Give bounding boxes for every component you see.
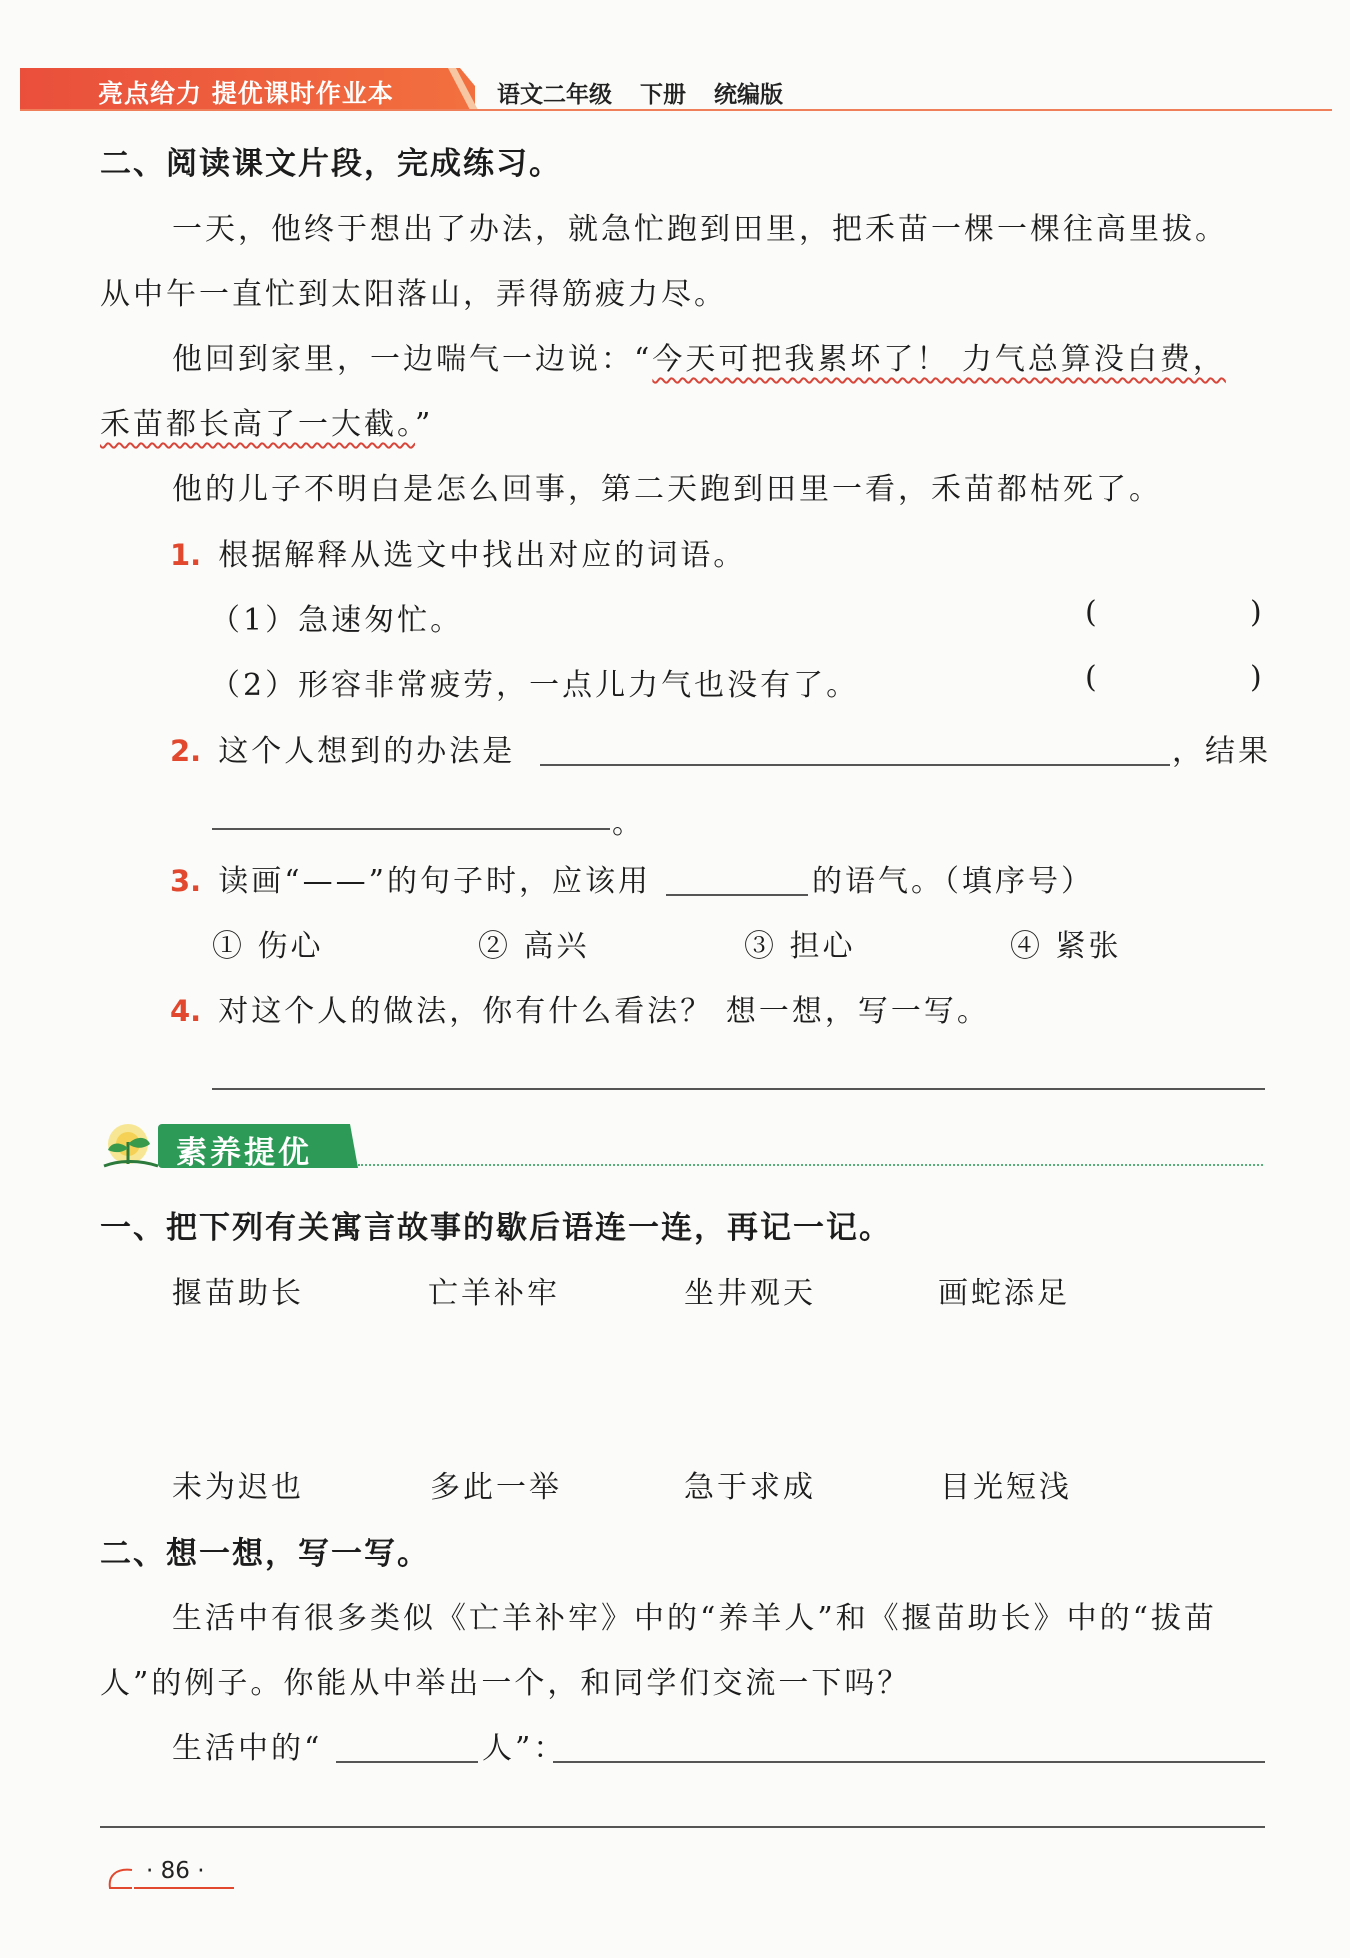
question-text: 根据解释从选文中找出对应的词语。 (218, 538, 747, 573)
banner-divider (358, 1164, 1263, 1166)
q1-item-2: （2）形容非常疲劳，一点儿力气也没有了。 (210, 668, 860, 703)
page-number: · 86 · (146, 1858, 205, 1884)
passage-text: ” (415, 407, 434, 442)
answer-line-tone[interactable] (666, 860, 808, 896)
answer-paren-open: ( (1085, 595, 1097, 630)
answer-paren-close: ) (1250, 595, 1262, 630)
question-number: 2. (170, 734, 202, 768)
volume-label: 下册 (640, 82, 686, 108)
fill-mid: 人”： (482, 1731, 567, 1766)
series-title: 亮点给力 提优课时作业本 (98, 79, 394, 108)
footer-rule (134, 1887, 234, 1889)
answer-line-person[interactable] (336, 1727, 478, 1763)
answer-line-example-2[interactable] (100, 1792, 1265, 1828)
passage-line: 从中午一直忙到太阳落山，弄得筋疲力尽。 (100, 277, 727, 312)
answer-paren-open: ( (1085, 660, 1097, 695)
option-1[interactable]: ① 伤心 (212, 929, 324, 964)
section-title: 二、阅读课文片段，完成练习。 (100, 146, 562, 182)
option-4[interactable]: ④ 紧张 (1010, 929, 1122, 964)
answer-line-example[interactable] (553, 1727, 1265, 1763)
subject-label: 语文二年级 (497, 82, 612, 108)
answer-line-opinion[interactable] (212, 1054, 1265, 1090)
question-text: ，结果 (1172, 734, 1271, 769)
idiom-top[interactable]: 坐井观天 (684, 1276, 816, 1311)
question-2 (170, 726, 515, 770)
question-text: 的语气。（填序号） (812, 864, 1094, 899)
option-2[interactable]: ② 高兴 (478, 929, 590, 964)
passage-line: 一天，他终于想出了办法，就急忙跑到田里，把禾苗一棵一棵往高里拔。 (172, 212, 1228, 247)
question-number: 4. (170, 994, 202, 1028)
question-1 (170, 530, 746, 574)
part-title: 一、把下列有关寓言故事的歇后语连一连，再记一记。 (100, 1210, 892, 1246)
edition-label: 统编版 (714, 82, 783, 108)
idiom-top[interactable]: 画蛇添足 (938, 1276, 1070, 1311)
answer-line-result[interactable] (212, 794, 610, 830)
answer-paren-close: ) (1250, 660, 1262, 695)
marked-sentence: 今天可把我累坏了！ 力气总算没白费， (652, 342, 1226, 377)
page-corner-icon (104, 1862, 134, 1892)
question-number: 3. (170, 864, 202, 898)
passage-text: 他回到家里，一边喘气一边说：“ (172, 342, 653, 377)
answer-blank-q1-1[interactable] (1105, 592, 1245, 632)
idiom-bottom[interactable]: 目光短浅 (940, 1470, 1072, 1505)
option-3[interactable]: ③ 担心 (744, 929, 856, 964)
question-3 (170, 856, 651, 900)
question-text: 这个人想到的办法是 (218, 734, 516, 769)
idiom-top[interactable]: 揠苗助长 (172, 1276, 304, 1311)
question-4 (170, 986, 990, 1030)
marked-sentence: 禾苗都长高了一大截。 (100, 407, 415, 442)
answer-line-method[interactable] (540, 730, 1170, 766)
idiom-bottom[interactable]: 急于求成 (684, 1470, 816, 1505)
idiom-bottom[interactable]: 多此一举 (430, 1470, 562, 1505)
punctuation: 。 (612, 806, 645, 841)
prompt-line: 生活中有很多类似《亡羊补牢》中的“养羊人”和《揠苗助长》中的“拔苗 (172, 1601, 1218, 1636)
sprout-icon (100, 1120, 160, 1172)
book-info (497, 76, 811, 109)
passage-line (100, 399, 433, 443)
question-text: 对这个人的做法，你有什么看法？ 想一想，写一写。 (218, 994, 990, 1029)
q1-item-1: （1）急速匆忙。 (210, 603, 464, 638)
fill-prefix: 生活中的“ (172, 1731, 323, 1766)
banner-title: 素养提优 (176, 1135, 312, 1171)
passage-line: 他的儿子不明白是怎么回事，第二天跑到田里一看，禾苗都枯死了。 (172, 472, 1162, 507)
answer-blank-q1-2[interactable] (1105, 657, 1245, 697)
part-title: 二、想一想，写一写。 (100, 1536, 430, 1572)
passage-line (172, 334, 1226, 378)
question-text: 读画“——”的句子时，应该用 (218, 864, 651, 899)
idiom-top[interactable]: 亡羊补牢 (428, 1276, 560, 1311)
question-number: 1. (170, 538, 202, 572)
prompt-line: 人”的例子。你能从中举出一个，和同学们交流一下吗？ (100, 1666, 911, 1701)
idiom-bottom[interactable]: 未为迟也 (172, 1470, 304, 1505)
